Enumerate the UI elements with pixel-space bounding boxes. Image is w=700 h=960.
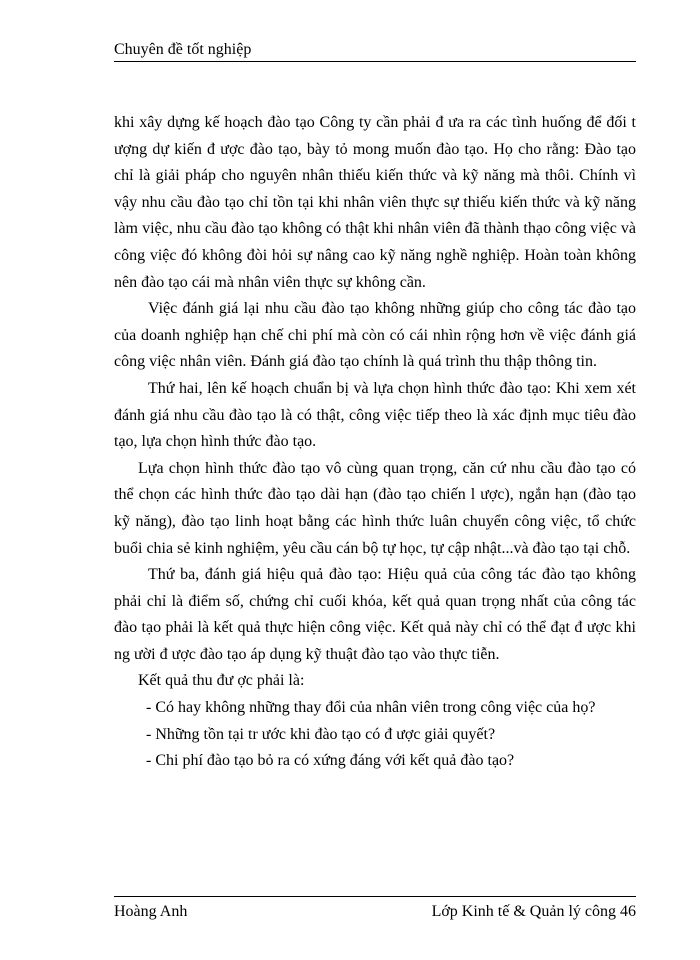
paragraph-3: Thứ hai, lên kế hoạch chuẩn bị và lựa chọn hình thức đào tạo: Khi xem xét đánh giá nhu cầu đào tạo là có thật, công việc tiếp theo là xác định mục tiêu đào tạo, lựa chọn hình thức đào tạo. bbox=[114, 379, 636, 451]
bullet-item-1: - Có hay không những thay đổi của nhân viên trong công việc của họ? bbox=[146, 699, 596, 717]
bullet-item-2: - Những tồn tại tr ước khi đào tạo có đ ược giải quyết? bbox=[146, 725, 496, 743]
paragraph-5: Thứ ba, đánh giá hiệu quả đào tạo: Hiệu quả của công tác đào tạo không phải chỉ là điểm số, chứng chỉ cuối khóa, kết quả quan trọng nhất của công tác đào tạo phải là kết quả thực hiện công việc. Kết quả này chỉ có thể đạt đ ược khi ng ười đ ược đào tạo áp dụng kỹ thuật đào tạo vào thực tiễn. bbox=[114, 566, 636, 663]
footer-divider bbox=[114, 896, 636, 897]
paragraph-4: Lựa chọn hình thức đào tạo vô cùng quan trọng, căn cứ nhu cầu đào tạo có thể chọn các hình thức đào tạo dài hạn (đào tạo chiến l ược), ngắn hạn (đào tạo kỹ năng), đào tạo linh hoạt bằng các hình thức luân chuyển công việc, tổ chức buổi chia sẻ kinh nghiệm, yêu cầu cán bộ tự học, tự cập nhật...và đào tạo tại chỗ. bbox=[114, 459, 636, 557]
bullet-item-3: - Chi phí đào tạo bỏ ra có xứng đáng với kết quả đào tạo? bbox=[146, 752, 515, 770]
paragraph-6: Kết quả thu đư ợc phải là: bbox=[138, 672, 305, 690]
paragraph-1: khi xây dựng kế hoạch đào tạo Công ty cần phải đ ưa ra các tình huống để đối t ượng dự kiến đ ược đào tạo, bày tỏ mong muốn đào tạo. Họ cho rằng: Đào tạo chỉ là giải pháp cho nguyên nhân thiếu kiến thức và kỹ năng mà thôi. Chính vì vậy nhu cầu đào tạo chỉ tồn tại khi nhân viên thực sự thiếu kiến thức và kỹ năng làm việc, nhu cầu đào tạo không có thật khi nhân viên đã thành thạo công việc và công việc đó không đòi hỏi sự nâng cao kỹ năng nghề nghiệp. Hoàn toàn không nên đào tạo cái mà nhân viên thực sự không cần. bbox=[114, 114, 636, 291]
document-title: Chuyên đề tốt nghiệp bbox=[114, 41, 252, 58]
page-content bbox=[114, 110, 636, 775]
page-footer bbox=[114, 902, 636, 922]
page-header bbox=[114, 40, 636, 62]
paragraph-2: Việc đánh giá lại nhu cầu đào tạo không những giúp cho công tác đào tạo của doanh nghiệp hạn chế chi phí mà còn có cái nhìn rộng hơn về việc đánh giá công việc nhân viên. Đánh giá đào tạo chính là quá trình thu thập thông tin. bbox=[114, 300, 636, 371]
footer-class: Lớp Kinh tế & Quản lý công 46 bbox=[431, 903, 636, 920]
footer-author: Hoàng Anh bbox=[114, 903, 188, 920]
